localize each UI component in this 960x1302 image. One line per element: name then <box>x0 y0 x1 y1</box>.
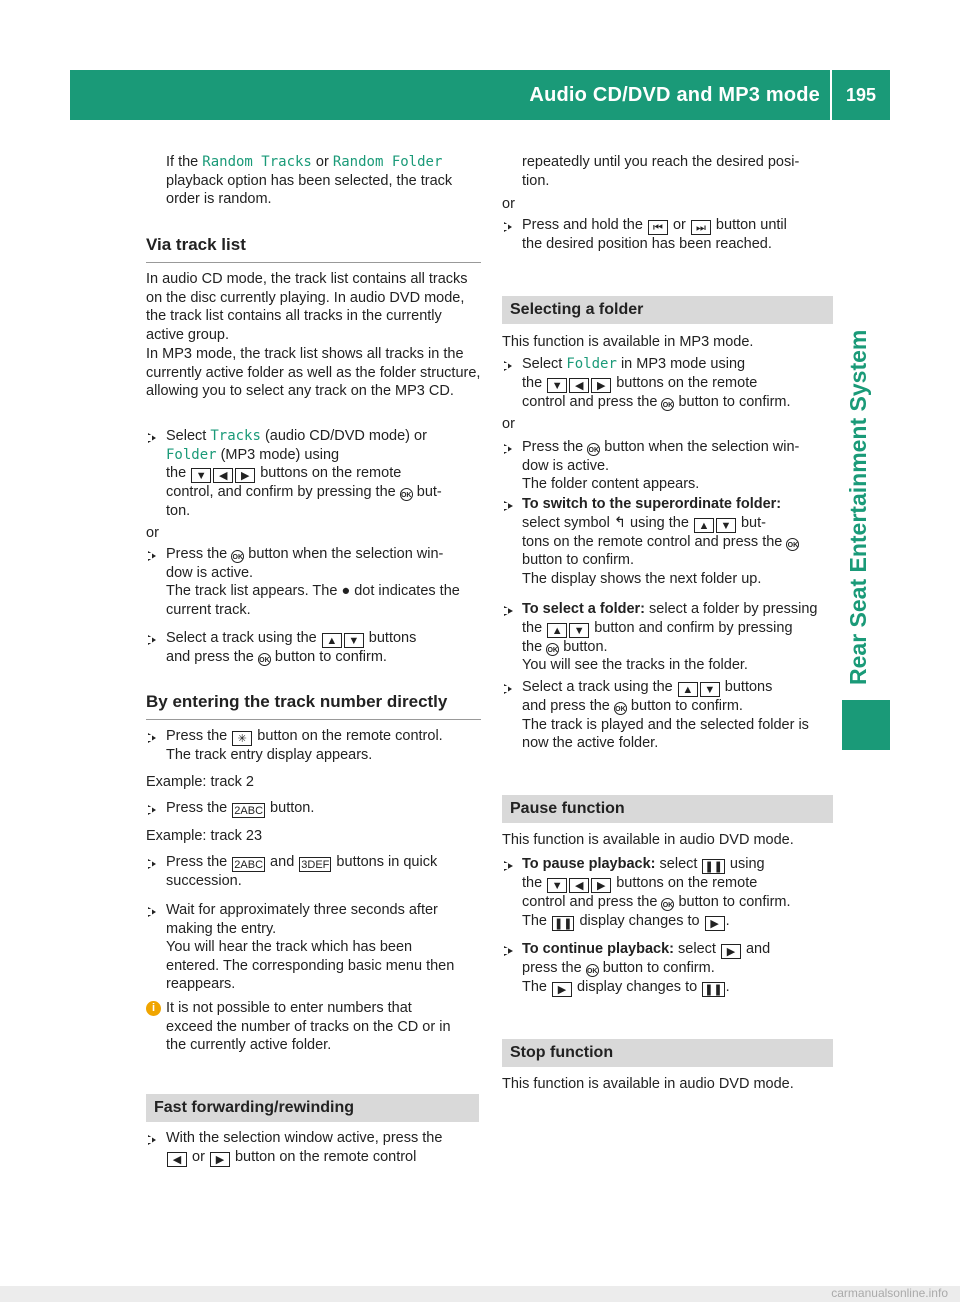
play-key-icon: ▶ <box>552 982 572 997</box>
step-select-a-folder: To select a folder: select a folder by pressing the ▲ ▼ button and confirm by pressing the OK button. You will see the tracks in the folder. <box>522 601 818 674</box>
bullet-arrow-icon <box>148 632 160 646</box>
left-key-icon: ◀ <box>167 1152 187 1167</box>
paragraph-mp3-mode: In MP3 mode, the track list shows all tracks in the currently active folder as well as the folder structure, allowing you to select any track on the MP3 CD. <box>146 346 481 400</box>
page-number: 195 <box>845 85 876 105</box>
info-note: It is not possible to enter numbers that exceed the number of tracks on the CD or in the currently active folder. <box>166 1000 451 1054</box>
bullet-arrow-icon <box>504 498 516 512</box>
step-press-2-3: Press the 2ABC and 3DEF buttons in quick succession. <box>166 854 438 889</box>
section-header-stop <box>502 1039 833 1067</box>
bullet-arrow-icon <box>504 358 516 372</box>
bullet-arrow-icon <box>504 681 516 695</box>
side-tab-marker <box>842 700 890 750</box>
paragraph-pause: This function is available in audio DVD mode. <box>502 832 794 848</box>
bullet-arrow-icon <box>148 730 160 744</box>
ok-button-icon: OK <box>786 538 799 551</box>
dot-icon: ● <box>341 583 351 600</box>
bullet-arrow-icon <box>504 603 516 617</box>
down-key-icon: ▼ <box>700 682 720 697</box>
example-track-23: Example: track 23 <box>146 828 263 844</box>
bullet-arrow-icon <box>148 548 160 562</box>
example-track-2: Example: track 2 <box>146 774 254 790</box>
bullet-arrow-icon <box>148 1132 160 1146</box>
ok-button-icon: OK <box>258 653 271 666</box>
or-text: or <box>502 416 515 432</box>
heading-rule <box>146 719 481 720</box>
step-press-ok-folder: Press the OK button when the selection win- dow is active. The folder content appears. <box>522 439 800 493</box>
ok-button-icon: OK <box>400 488 413 501</box>
pause-key-icon: ❚❚ <box>554 917 573 930</box>
heading-direct-entry: By entering the track number directly <box>146 692 448 711</box>
step-wait: Wait for approximately three seconds after making the entry. You will hear the track which has been entered. The corresponding basic menu then reappears. <box>166 902 455 993</box>
footer-bar <box>0 1286 960 1302</box>
side-tab-label: Rear Seat Entertainment System <box>845 329 871 685</box>
star-key-icon: ✳ <box>232 731 252 746</box>
up-key-icon: ▲ <box>547 623 567 638</box>
bullet-arrow-icon <box>148 802 160 816</box>
play-key-icon: ▶ <box>721 944 741 959</box>
option-random-tracks: Random Tracks <box>202 154 312 170</box>
next-key-icon: ⏭ <box>691 220 711 235</box>
footer-watermark: carmanualsonline.info <box>831 1286 948 1300</box>
down-key-icon: ▼ <box>716 518 736 533</box>
step-continue-playback: To continue playback: select ▶ and press the OK button to confirm. The ▶ display changes to ❚❚ . <box>522 941 771 996</box>
paragraph-repeat: repeatedly until you reach the desired posi- tion. <box>522 154 800 189</box>
left-key-icon: ◀ <box>569 378 589 393</box>
down-key-icon: ▼ <box>547 878 567 893</box>
heading-fast-forward: Fast forwarding/rewinding <box>154 1099 355 1116</box>
step-press-star: Press the ✳ button on the remote control. The track entry display appears. <box>166 728 443 763</box>
or-text: or <box>502 196 515 212</box>
up-key-icon: ▲ <box>678 682 698 697</box>
ok-button-icon: OK <box>587 443 600 456</box>
ok-button-icon: OK <box>546 643 559 656</box>
chapter-title: Audio CD/DVD and MP3 mode <box>529 84 820 106</box>
bullet-arrow-icon <box>148 430 160 444</box>
right-key-icon: ▶ <box>591 378 611 393</box>
step-press-ok: Press the OK button when the selection win- dow is active. The track list appears. The ● dot indicates the current track. <box>166 546 460 618</box>
heading-rule <box>146 262 481 263</box>
info-icon: i <box>146 1001 161 1016</box>
previous-key-icon: ⏮ <box>648 220 668 235</box>
key-3def-icon: 3DEF <box>301 859 330 871</box>
key-2abc-icon: 2ABC <box>234 859 264 871</box>
step-pause-playback: To pause playback: select ❚❚ using the ▼ ◀ ▶ buttons on the remote control and press the OK button to confirm. The ❚❚ display changes to ▶ . <box>522 856 791 930</box>
ok-button-icon: OK <box>661 398 674 411</box>
bullet-arrow-icon <box>148 904 160 918</box>
heading-pause: Pause function <box>510 800 625 817</box>
bullet-arrow-icon <box>504 441 516 455</box>
section-header-folder <box>502 296 833 324</box>
heading-stop: Stop function <box>510 1044 614 1061</box>
bullet-arrow-icon <box>148 856 160 870</box>
down-key-icon: ▼ <box>547 378 567 393</box>
section-header-fast <box>146 1094 479 1122</box>
paragraph-folder: This function is available in MP3 mode. <box>502 334 754 350</box>
section-header-pause <box>502 795 833 823</box>
pause-key-icon: ❚❚ <box>704 861 723 873</box>
key-2abc-icon: 2ABC <box>234 805 264 817</box>
paragraph-random: If the Random Tracks or Random Folder playback option has been selected, the track order is random. <box>166 154 453 208</box>
ok-button-icon: OK <box>231 550 244 563</box>
page-header <box>70 70 890 120</box>
bullet-arrow-icon <box>504 858 516 872</box>
up-key-icon: ▲ <box>322 633 342 648</box>
step-fast-forward: With the selection window active, press the ◀ or ▶ button on the remote control <box>166 1130 443 1166</box>
left-key-icon: ◀ <box>213 468 233 483</box>
ok-button-icon: OK <box>661 898 674 911</box>
header-divider <box>830 70 832 120</box>
or-text: or <box>146 525 159 541</box>
paragraph-cd-mode: In audio CD mode, the track list contains all tracks on the disc currently playing. In audio DVD mode, the track list contains all tracks in the currently active group. <box>146 271 468 343</box>
step-select-folder: Select Folder in MP3 mode using the ▼ ◀ ▶ buttons on the remote control and press the OK button to confirm. <box>522 356 791 410</box>
option-random-folder: Random Folder <box>332 154 443 170</box>
step-superordinate-folder: To switch to the superordinate folder: select symbol ↰ using the ▲ ▼ but- tons on the remote control and press the OK button to confirm. The display shows the next folder up. <box>522 496 799 587</box>
ok-button-icon: OK <box>586 964 599 977</box>
step-select-track: Select a track using the ▲ ▼ buttons and press the OK button to confirm. <box>166 630 417 665</box>
heading-track-list: Via track list <box>146 235 246 254</box>
step-select-tracks: Select Tracks (audio CD/DVD mode) or Folder (MP3 mode) using the ▼ ◀ ▶ buttons on the remote control, and confirm by pressing the OK but- ton. <box>166 428 442 519</box>
down-key-icon: ▼ <box>569 623 589 638</box>
paragraph-stop: This function is available in audio DVD mode. <box>502 1076 794 1092</box>
folder-up-icon: ↰ <box>613 514 627 531</box>
bullet-arrow-icon <box>504 219 516 233</box>
up-key-icon: ▲ <box>694 518 714 533</box>
right-key-icon: ▶ <box>235 468 255 483</box>
step-press-hold: Press and hold the ⏮ or ⏭ button until the desired position has been reached. <box>522 217 787 252</box>
step-press-2: Press the 2ABC button. <box>166 800 315 817</box>
heading-selecting-folder: Selecting a folder <box>510 301 644 318</box>
pause-key-icon: ❚❚ <box>704 983 723 996</box>
ok-button-icon: OK <box>614 702 627 715</box>
bullet-arrow-icon <box>504 943 516 957</box>
down-key-icon: ▼ <box>344 633 364 648</box>
play-key-icon: ▶ <box>705 916 725 931</box>
down-key-icon: ▼ <box>191 468 211 483</box>
right-key-icon: ▶ <box>210 1152 230 1167</box>
right-key-icon: ▶ <box>591 878 611 893</box>
left-key-icon: ◀ <box>569 878 589 893</box>
step-select-track-folder: Select a track using the ▲ ▼ buttons and press the OK button to confirm. The track is played and the selected folder is now the active folder. <box>522 679 809 752</box>
